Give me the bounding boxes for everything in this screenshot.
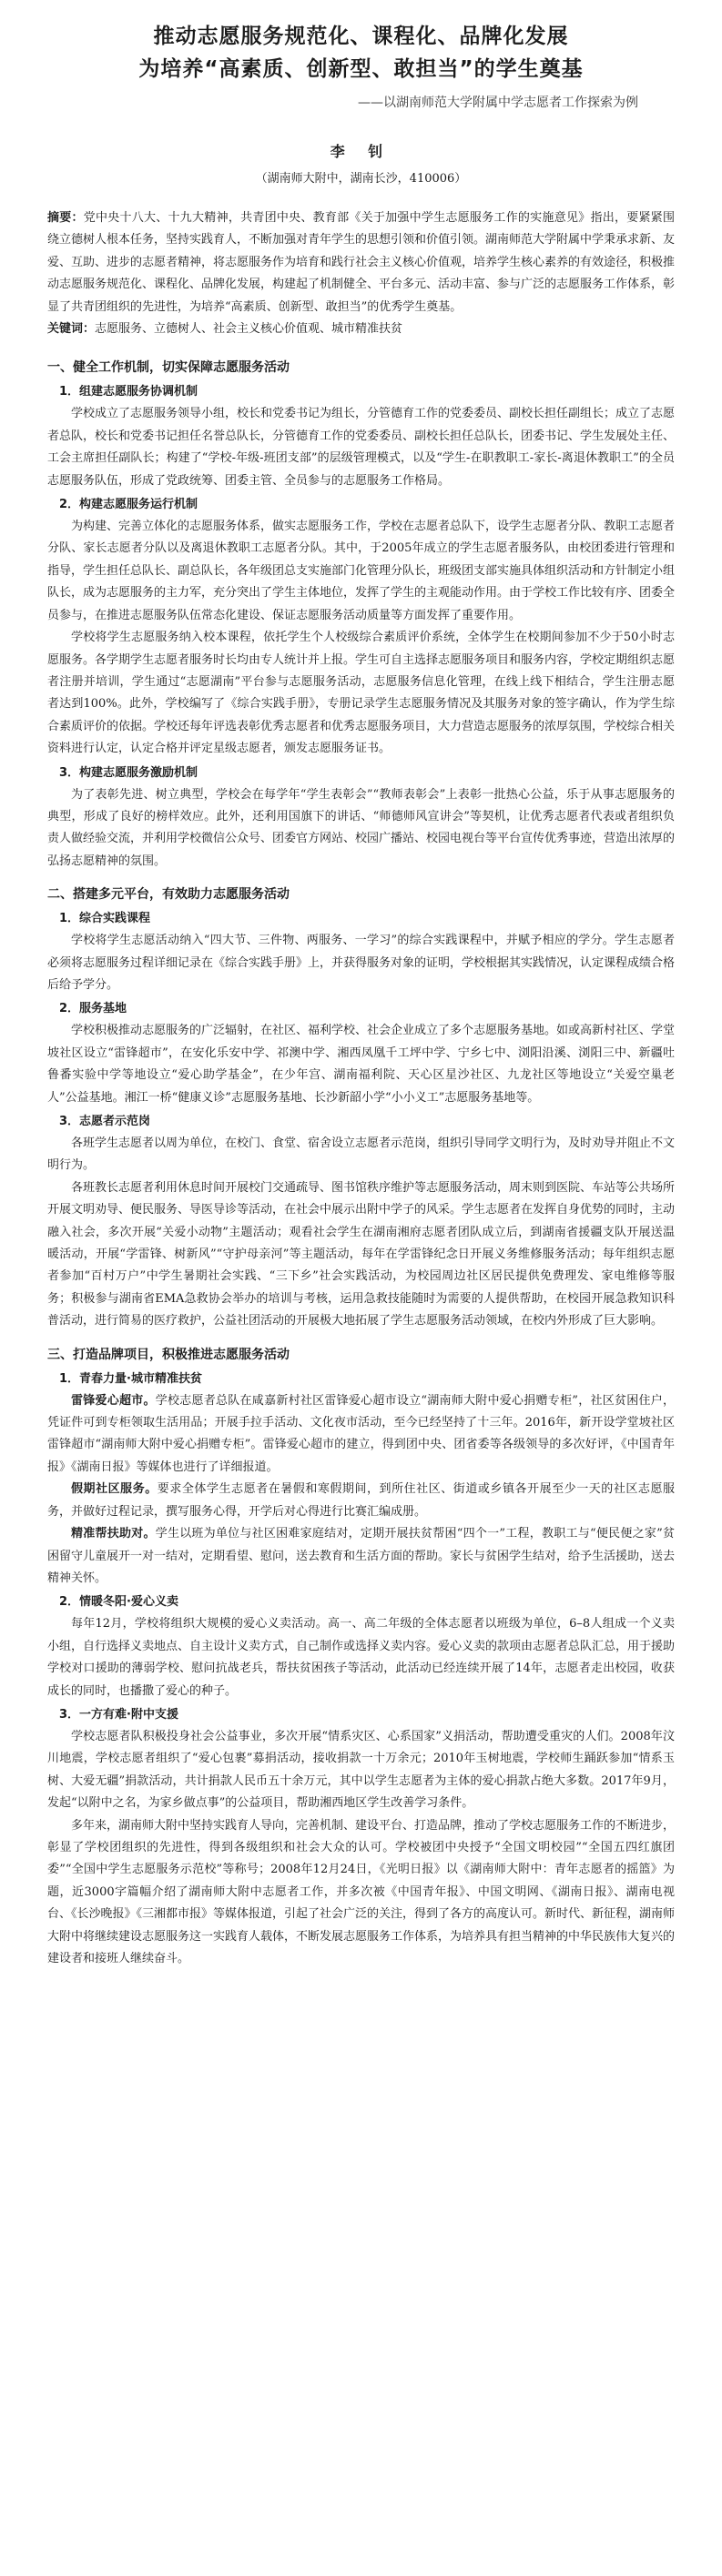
section-3-3-heading: 3．一方有难·附中支援 <box>59 1707 178 1722</box>
section-1-1-paragraph: 学校成立了志愿服务领导小组，校长和党委书记为组长，分管德育工作的党委委员、副校长担任副组长；成立了志愿者总队，校长和党委书记担任名誉总队长，分管德育工作的党委委员、副校长担任总队长，团委书记、学生发展处主任、工会主席担任副队长；构建了“学校-年级-班团支部”的层级管理模式，以及“学生-在职教职工-家长-离退休教职工”的全员志愿服务队伍，形成了党政统筹、团委主管、全员参与的志愿服务工作格局。 <box>47 407 676 488</box>
section-1-2-paragraph-b: 学校将学生志愿服务纳入校本课程，依托学生个人校级综合素质评价系统，全体学生在校期间参加不少于50小时志愿服务。各学期学生志愿者服务时长均由专人统计并上报。学生可自主选择志愿服务项目和服务内容，学校定期组织志愿者注册并培训，学生通过“志愿湖南”平台参与志愿服务活动，志愿服务信息化管理，在线上线下相结合，学生注册志愿者达到100%。此外，学校编写了《综合实践手册》，专册记录学生志愿服务情况及其服务对象的签字确认，作为学生综合素质评价的依据。学校还每年评选表彰优秀志愿者和优秀志愿服务项目，大力营造志愿服务的浓厚氛围，学校综合相关资料进行认定，认定合格并评定星级志愿者，颁发志愿服务证书。 <box>47 631 676 756</box>
section-1-heading: 一、健全工作机制，切实保障志愿服务活动 <box>47 360 290 376</box>
section-3-2-heading: 2．情暖冬阳·爱心义卖 <box>59 1595 178 1610</box>
lead-term: 雷锋爱心超市。 <box>71 1393 156 1408</box>
paragraph-text: 学生以班为单位与社区困难家庭结对，定期开展扶贫帮困“四个一”工程，教职工与“便民便之家”贫困留守儿童展开一对一结对，定期看望、慰问，送去教育和生活方面的帮助。家长与贫困学生结对，给予生活援助，送去精神关怀。 <box>47 1527 676 1585</box>
section-1-3-heading: 3．构建志愿服务激励机制 <box>59 765 198 780</box>
section-1-3-paragraph: 为了表彰先进、树立典型，学校会在每学年“学生表彰会”“教师表彰会”上表彰一批热心公益，乐于从事志愿服务的典型，形成了良好的榜样效应。此外，还利用国旗下的讲话、“师德师风宣讲会”等契机，让优秀志愿者代表或者组织负责人做经验交流，并利用学校微信公众号、团委官方网站、校园广播站、校园电视台等平台宣传优秀事迹，营造出浓厚的弘扬志愿精神的氛围。 <box>47 787 676 868</box>
author-name: 李 钊 <box>330 143 392 160</box>
section-3-heading: 三、打造品牌项目，积极推进志愿服务活动 <box>47 1347 290 1362</box>
lead-term: 精准帮扶助对。 <box>71 1527 156 1541</box>
paragraph-text: 要求全体学生志愿者在暑假和寒假期间，到所住社区、街道或乡镇各开展至少一天的社区志愿服务，并做好过程记录，撰写服务心得，开学后对心得进行比赛汇编成册。 <box>47 1482 675 1519</box>
lead-term: 假期社区服务。 <box>71 1482 158 1497</box>
section-1-1-heading: 1．组建志愿服务协调机制 <box>59 385 198 399</box>
section-2-2-heading: 2．服务基地 <box>59 1002 127 1016</box>
abstract-text: 党中央十八大、十九大精神，共青团中央、教育部《关于加强中学生志愿服务工作的实施意见》指出，要紧紧围绕立德树人根本任务，坚持实践育人，不断加强对青年学生的思想引领和价值引领。湖南师范大学附属中学秉承求新、友爱、互助、进步的志愿者精神，将志愿服务作为培育和践行社会主义核心价值观，培养学生核心素养的有效途径，积极推动志愿服务规范化、课程化、品牌化发展，构建起了机制健全、平台多元、活动丰富、参与广泛的志愿服务工作体系，彰显了共青团组织的先进性，为培养“高素质、创新型、敢担当”的优秀学生奠基。 <box>47 211 676 314</box>
paragraph-text: 学校志愿者总队在咸嘉新村社区雷锋爱心超市设立“湖南师大附中爱心捐赠专柜”，社区贫困住户，凭证件可到专柜领取生活用品；开展手拉手活动、文化夜市活动，至今已经坚持了十三年。2016年，新开设学堂坡社区雷锋超市“湖南师大附中爱心捐赠专柜”。雷锋爱心超市的建立，得到团中央、团省委等各级领导的多次好评，《中国青年报》《湖南日报》等媒体也进行了详细报道。 <box>47 1393 675 1474</box>
section-1-2-heading: 2．构建志愿服务运行机制 <box>59 498 198 512</box>
section-2-2-paragraph: 学校积极推动志愿服务的广泛辐射，在社区、福利学校、社会企业成立了多个志愿服务基地。如或高新村社区、学堂坡社区设立“雷锋超市”，在安化乐安中学、祁澳中学、湘西凤凰千工坪中学、宁乡七中、浏阳沿溪、浏阳三中、新疆吐鲁番实验中学等地设立“爱心助学基金”，在少年宫、湖南福利院、天心区星沙社区、九龙社区等地设立“关爱空巢老人”公益基地。湘江一桥“健康义诊”志愿服务基地、长沙新韶小学“小小义工”志愿服务基地等。 <box>47 1024 676 1105</box>
section-2-heading: 二、搭建多元平台，有效助力志愿服务活动 <box>47 887 290 903</box>
author-affiliation: （湖南师大附中，湖南长沙，410006） <box>255 172 467 186</box>
section-3-3-paragraph-b: 多年来，湖南师大附中坚持实践育人导向，完善机制、建设平台、打造品牌，推动了学校志愿服务工作的不断进步，彰显了学校团组织的先进性，得到各级组织和社会大众的认可。学校被团中央授予“全国文明校园”“全国五四红旗团委”“全国中学生志愿服务示范校”等称号；2008年12月24日，《光明日报》以《湖南师大附中：青年志愿者的摇篮》为题，近3000字篇幅介绍了湖南师大附中志愿者工作，并多次被《中国青年报》、中国文明网、《湖南日报》、湖南电视台、《长沙晚报》《三湘都市报》等媒体报道，引起了社会广泛的关注，得到了各方的高度认可。新时代、新征程，湖南师大附中将继续建设志愿服务这一实践育人载体，不断发展志愿服务工作体系，为培养具有担当精神的中华民族伟大复兴的建设者和接班人继续奋斗。 <box>47 1818 676 1965</box>
section-3-3-paragraph-a: 学校志愿者队积极投身社会公益事业，多次开展“情系灾区、心系国家”义捐活动，帮助遭受重灾的人们。2008年汶川地震，学校志愿者组织了“爱心包裹”募捐活动，接收捐款一十万余元；2010年玉树地震，学校师生踊跃参加“情系玉树、大爱无疆”捐款活动，共计捐款人民币五十余万元，其中以学生志愿者为主体的爱心捐款占绝大多数。2017年9月，发起“以附中之名，为家乡做点事”的公益项目，帮助湘西地区学生改善学习条件。 <box>47 1729 675 1811</box>
paper-title-line1: 推动志愿服务规范化、课程化、品牌化发展 <box>153 25 569 48</box>
keywords-text: 志愿服务、立德树人、社会主义核心价值观、城市精准扶贫 <box>95 322 403 337</box>
section-3-1-paragraph-a <box>47 1390 675 1480</box>
section-3-1-paragraph-c <box>47 1523 675 1590</box>
paper-subtitle: ——以湖南师范大学附属中学志愿者工作探索为例 <box>358 96 638 110</box>
keywords <box>47 318 675 340</box>
section-3-1-heading: 1．青春力量·城市精准扶贫 <box>59 1371 202 1386</box>
section-2-1-paragraph: 学校将学生志愿活动纳入“四大节、三件物、两服务、一学习”的综合实践课程中，并赋予相应的学分。学生志愿者必须将志愿服务过程详细记录在《综合实践手册》上，并获得服务对象的证明，学校根据其实践情况，认定课程成绩合格后给予学分。 <box>47 934 676 992</box>
section-3-1-paragraph-b <box>47 1479 675 1523</box>
section-3-2-paragraph: 每年12月，学校将组织大规模的爱心义卖活动。高一、高二年级的全体志愿者以班级为单位，6–8人组成一个义卖小组，自行选择义卖地点、自主设计义卖方式，自己制作或选择义卖内容。爱心义卖的款项由志愿者总队汇总，用于援助学校对口援助的薄弱学校、慰问抗战老兵，帮扶贫困孩子等活动，此活动已经连续开展了14年，志愿者走出校园，收获成长的同时，也播撒了爱心的种子。 <box>47 1617 676 1698</box>
section-2-3-paragraph-a: 各班学生志愿者以周为单位，在校门、食堂、宿舍设立志愿者示范岗，组织引导同学文明行为，及时劝导并阻止不文明行为。 <box>47 1136 676 1173</box>
abstract-label: 摘要： <box>47 211 84 225</box>
section-2-1-heading: 1．综合实践课程 <box>59 912 151 926</box>
section-2-3-heading: 3．志愿者示范岗 <box>59 1115 151 1128</box>
keywords-label: 关键词： <box>47 322 96 337</box>
section-1-2-paragraph-a: 为构建、完善立体化的志愿服务体系，做实志愿服务工作，学校在志愿者总队下，设学生志愿者分队、教职工志愿者分队、家长志愿者分队以及离退休教职工志愿者分队。其中，于2005年成立的学生志愿者服务队，由校团委进行管理和指导，学生担任总队长、副总队长，各年级团总支实施部门化管理分队长，班级团支部实施具体组织活动和方针制定小组队长，成为志愿服务的主力军，充分突出了学生主体地位，发挥了学生的主观能动作用。由于学校工作比较有序、团委全员参与，在推进志愿服务队伍常态化建设、保证志愿服务活动质量等方面发挥了重要作用。 <box>47 520 676 622</box>
paper-title-line2: 为培养“高素质、创新型、敢担当”的学生奠基 <box>138 57 584 81</box>
section-2-3-paragraph-b: 各班教长志愿者利用休息时间开展校门交通疏导、图书馆秩序维护等志愿服务活动，周末则到医院、车站等公共场所开展文明劝导、便民服务、导医导诊等活动，在社会中展示出附中学子的风采。学生志愿者在发挥自身优势的同时，主动融入社会，多次开展“关爱小动物”主题活动；观看社会学生在湖南湘府志愿者团队成立后，到湖南省援疆支队开展送温暖活动，开展“学雷锋、树新风”“守护母亲河”等主题活动，每年在学雷锋纪念日开展义务维修服务活动；每年组织志愿者参加“百村万户”中学生暑期社会实践、“三下乡”社会实践活动，为校园周边社区居民提供免费理发、家电维修等服务；积极参与湖南省EMA急救协会举办的培训与考核，运用急救技能随时为需要的人提供帮助，在校园开展急救知识科普活动，进行简易的医疗救护，公益社团活动的开展极大地拓展了学生志愿服务活动领域，在校内外形成了巨大影响。 <box>47 1180 676 1328</box>
abstract <box>47 207 675 318</box>
